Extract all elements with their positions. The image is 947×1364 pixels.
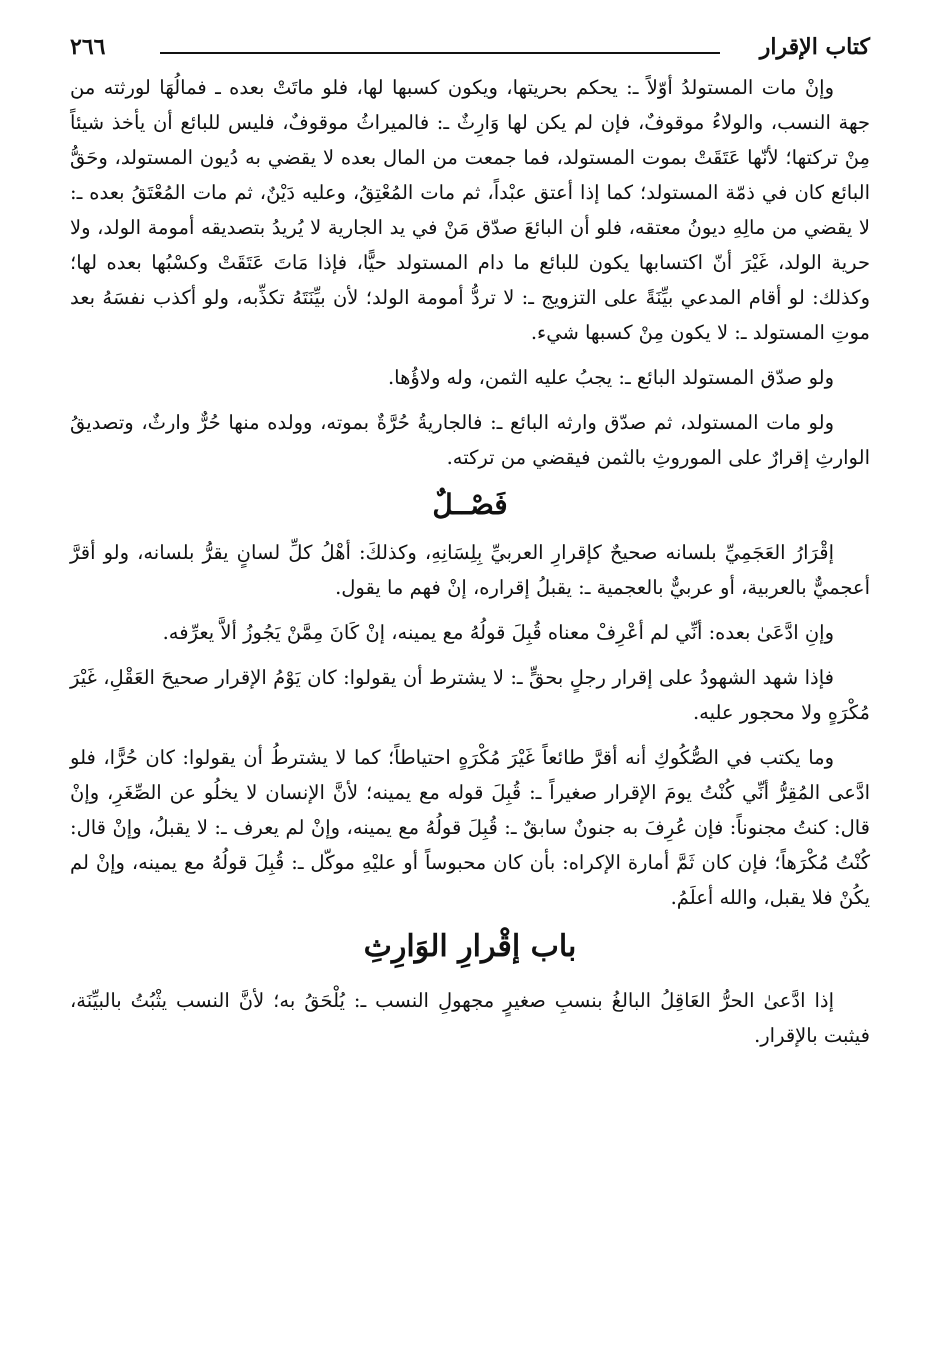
book-page [70,30,870,1063]
paragraph: إقْرَارُ العَجَمِيِّ بلسانه صحيحٌ كإقرارِ العربيِّ بِلِسَانِهِ، وكذلكَ: أهْلُ كلِّ لسانٍ يقرُّ بلسانه، ولو أقرَّ أعجميٌّ بالعربية، أو عربيٌّ بالعجمية ـ: يقبلُ إقراره، إنْ فهم ما يقول. [70,541,870,599]
page-number: ٢٦٦ [70,34,106,60]
paragraph: وإنِ ادَّعَىٰ بعده: أنِّي لم أعْرِفْ معناه قُبِلَ قولُهُ مع يمينه، إنْ كَانَ مِمَّنْ يَجُوزُ ألاَّ يعرِّفه. [162,621,834,644]
section-heading: فَصْــلٌ [432,488,508,521]
paragraph: فإذا شهد الشهودُ على إقرار رجلٍ بحقٍّ ـ: لا يشترط أن يقولوا: كان يَوْمُ الإقرار صحيحَ العَقْلِ، غَيْرَ مُكْرَهٍ ولا محجور عليه. [70,666,870,724]
paragraph: ولو مات المستولد، ثم صدّق وارثه البائع ـ: فالجاريةُ حُرَّةٌ بموته، وولده منها حُرٌّ وارثٌ، وتصديقُ الوارثِ إقرارٌ على الموروثِ بالثمن فيقضي من تركته. [70,411,870,469]
paragraph: وإنْ مات المستولدُ أوّلاً ـ: يحكم بحريتها، ويكون كسبها لها، فلو ماتَتْ بعده ـ فمالُهَا لورثته من جهة النسب، والولاءُ موقوفٌ، فإن لم يكن لها وَارِثٌ ـ: فالميراثُ موقوفٌ، فليس للبائع أن يأخذ شيئاً مِنْ تركتها؛ لأنّها عَتَقَتْ بموت المستولد، فما جمعت من المال بعده لا يقضي به دُيون المستولد، وحَقُّ البائع كان في ذمّة المستولد؛ كما إذا أعتق عبْداً، ثم مات المُعْتِقُ، وعليه دَيْنٌ، ثم مات المُعْتَقُ بعده ـ: لا يقضي من مالِهِ ديونُ معتقه، فلو أن البائعَ صدّق مَنْ في يد الجارية لا يُريدُ بتصديقه أمومة الولد، ولا حرية الولد، غَيْرَ أنّ اكتسابها يكون للبائع ما دام المستولد حيًّا، فإذا مَاتَ عَتَقَتْ وكسْبُها بعده لها؛ وكذلك: لو أقام المدعي بيِّنَةً على التزويج ـ: لا تردُّ أمومة الولد؛ لأن بيِّنَتَهُ تكذِّبه، ولو أكذب نفسَهُ بعد موتِ المستولد ـ: لا يكون مِنْ كسبها شيء. [70,76,870,344]
paragraph: إذا ادَّعىٰ الحرُّ العَاقِلُ البالغُ بنسبِ صغيرٍ مجهولِ النسب ـ: يُلْحَقُ به؛ لأنَّ النسب يثْبُتُ بالبيِّنَة، فيثبت بالإقرار. [70,989,870,1047]
page-header [70,30,870,70]
header-rule [160,52,720,54]
chapter-heading: باب إقْرارِ الوَارِثِ [363,929,577,964]
running-title: كتاب الإقرار [759,34,870,60]
paragraph: وما يكتب في الصُّكُوكِ أنه أقرَّ طائعاً غَيْرَ مُكْرَهٍ احتياطاً؛ كما لا يشترطُ أن يقولوا: كان حُرًّا، فلو ادَّعى المُقِرُّ أنِّي كُنْتُ يومَ الإقرار صغيراً ـ: قُبِلَ قوله مع يمينه؛ لأنَّ الإنسان لا يخلُو عن الصِّغَرِ، وإنْ قال: كنتُ مجنوناً: فإن عُرِفَ به جنونٌ سابقٌ ـ: قُبِلَ قولُهُ مع يمينه، وإنْ لم يعرف ـ: لا يقبلُ، وإنْ قال: كُنْتُ مُكْرَهاً؛ فإن كان ثَمَّ أمارة الإكراه: بأن كان محبوساً أو عليْهِ موكّل ـ: قُبِلَ قولُهُ مع يمينه، وإنْ لم يكُنْ فلا يقبل، والله أعلَمُ. [70,746,870,909]
paragraph: ولو صدّق المستولد البائع ـ: يجبُ عليه الثمن، وله ولاؤُها. [387,366,834,389]
